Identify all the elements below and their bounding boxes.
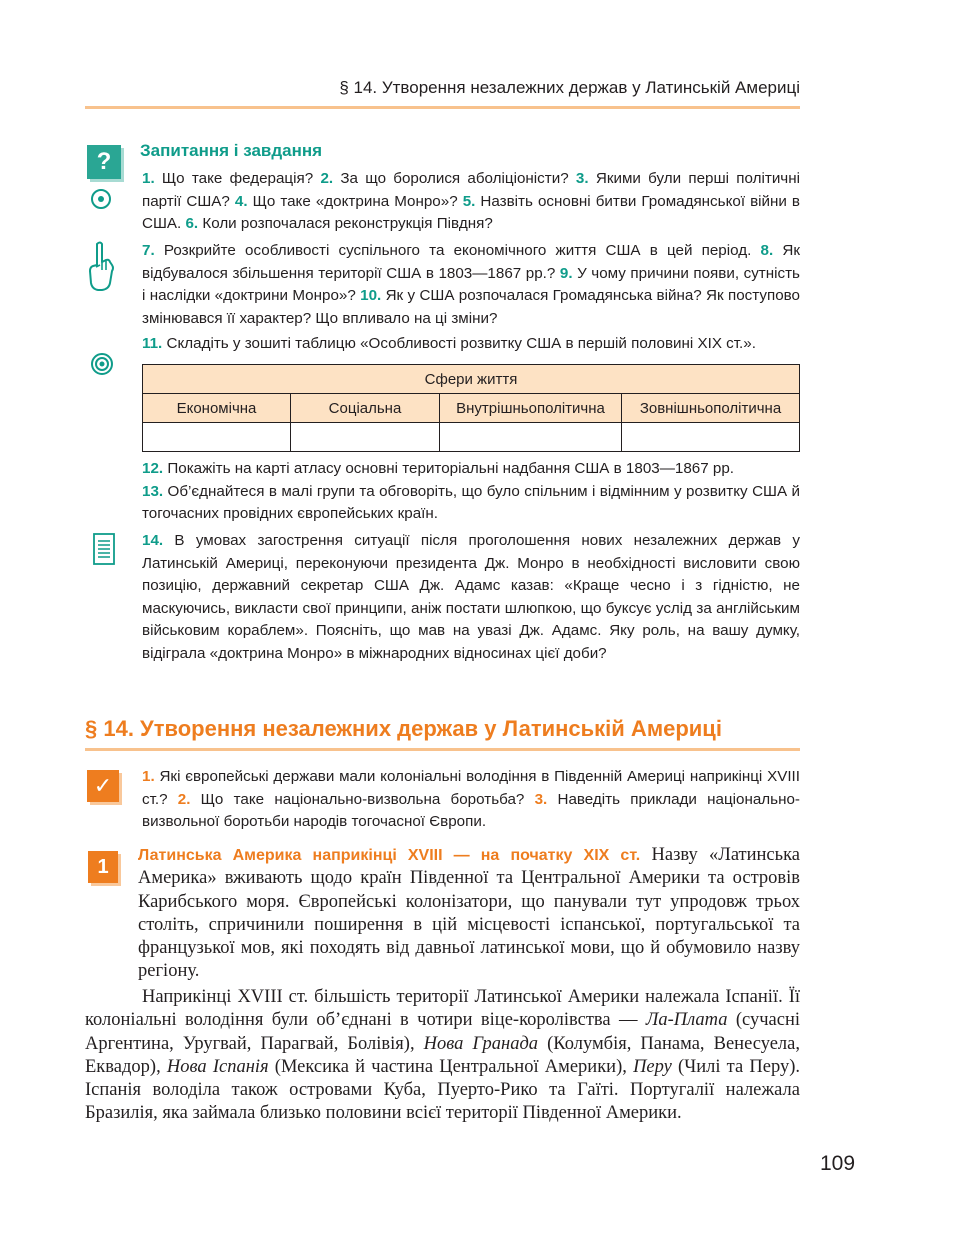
table-header: Сфери життя — [143, 365, 800, 394]
task-11: 11. Складіть у зошиті таблицю «Особливості розвитку США в першій половині ХІХ ст.». — [142, 335, 756, 352]
task-14: 14. В умовах загострення ситуації після проголошення нових незалежних держав у Латинській Америці, переконуючи президента Дж. Монро в необхідності висловити свою позицію, державний секретар США Дж. Адамс казав: «Краще чесно і з гідністю, не маскуючись, викласти свої принципи, аніж постати шлюпкою, що буксує услід за англійським військовим кораблем». Поясніть, що мав на увазі Дж. Адамс. Яку роль, на вашу думку, відіграла «доктрина Монро» в міжнародних відносинах цієї доби? — [142, 532, 800, 662]
paragraph-2: Наприкінці XVIII ст. більшість території Латинської Америки належала Іспанії. Її колоніальні володіння були об’єднані в чотири віце-королівства — Ла-Плата (сучасні Аргентина, Уругвай, Парагвай, Болівія), Нова Гранада (Колумбія, Панама, Венесуела, Еквадор), Нова Іспанія (Мексика й частина Центральної Америки), Перу (Чилі та Перу). Іспанія володіла також островами Куба, Пуерто-Рико та Гаїті. Португалії належала Бразилія, яка займала близько половини всієї території Південної Америки. — [85, 987, 800, 1124]
table-column-header: Економічна — [143, 394, 291, 423]
page-number: 109 — [820, 1152, 856, 1175]
table-column-header: Зовнішньополітична — [622, 394, 800, 423]
table-column-header: Соціальна — [291, 394, 440, 423]
paragraph-1-head: Латинська Америка наприкінці XVIII — на початку XIX ст. Назву «Латинська Америка» вживають щодо країн Південної та Центральної Америки та островів Карибського моря. Європейські колонізатори, що панували тут упродовж трьох століть, спричинили поширення в цій місцевості іспанської, португальської та французької мов, які походять від давньої латинської мови, що й обумовило назву регіону. — [138, 845, 800, 982]
table-cell — [143, 423, 291, 452]
hand-pointing-icon — [88, 240, 116, 297]
point-number: 1 — [88, 851, 118, 883]
target-dot-icon — [90, 188, 112, 215]
table-column-header: Внутрішньополітична — [440, 394, 622, 423]
table-cell — [622, 423, 800, 452]
running-header: § 14. Утворення незалежних держав у Латинській Америці — [339, 78, 800, 97]
tasks-12-13: 12. Покажіть на карті атласу основні територіальні надбання США в 1803—1867 рр. 13. Об’єднайтеся в малі групи та обговоріть, що було спільним і відмінним у розвитку США й тогочасних провідних європейських країн. — [142, 460, 800, 522]
questions-block-2: 7. Розкрийте особливості суспільного та економічного життя США в цей період. 8. Як відбувалося збільшення території США в 1803—1867 рр.? 9. У чому причини появи, сутність і наслідки «доктрини Монро»? 10. Як у США розпочалася Громадянська війна? Як поступово змінювався її характер? Що впливало на ці зміни? — [142, 242, 800, 327]
check-icon: ✓ — [87, 770, 119, 802]
section-title: § 14. Утворення незалежних держав у Латинській Америці — [85, 716, 722, 741]
section-rule — [85, 748, 800, 751]
target-icon — [90, 352, 114, 381]
header-rule — [85, 106, 800, 109]
table-cell — [291, 423, 440, 452]
table-cell — [440, 423, 622, 452]
point-title: Латинська Америка наприкінці XVIII — на початку XIX ст. — [138, 847, 641, 864]
review-questions: 1. Які європейські держави мали колоніальні володіння в Південній Америці наприкінці XVIII ст.? 2. Що таке національно-визвольна боротьба? 3. Наведіть приклади національно-визвольної боротьби народів тогочасної Європи. — [142, 768, 800, 830]
question-icon: ? — [87, 145, 121, 179]
document-icon — [93, 533, 115, 570]
questions-block-1: 1. Що таке федерація? 2. За що боролися аболіціоністи? 3. Якими були перші політичні партії США? 4. Що таке «доктрина Монро»? 5. Назвіть основні битви Громадянської війни в США. 6. Коли розпочалася реконструкція Півдня? — [142, 170, 800, 232]
questions-title: Запитання і завдання — [140, 141, 323, 160]
life-spheres-table — [142, 364, 800, 452]
